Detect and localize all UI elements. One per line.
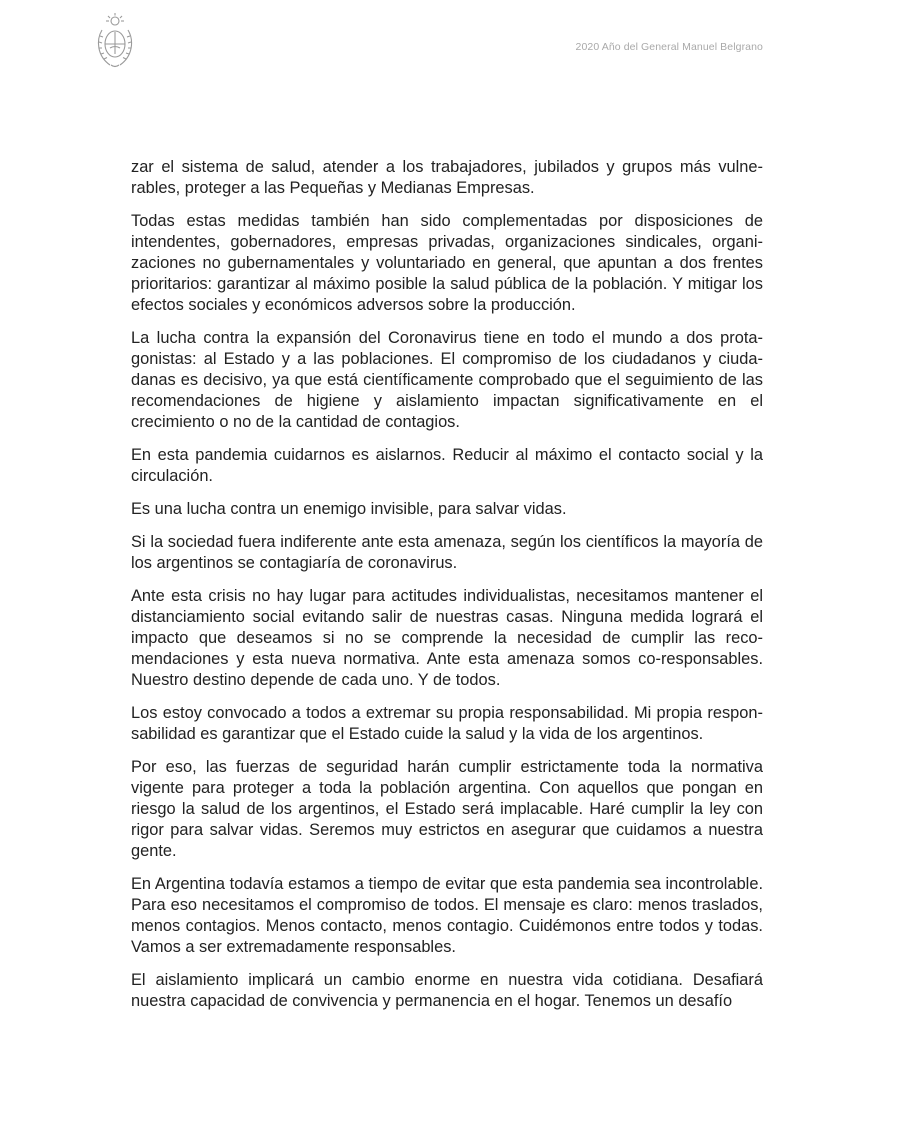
paragraph: La lucha contra la expansión del Coronavirus tiene en todo el mundo a dos protagonistas: al Estado y a las poblaciones. El compromiso de los ciudadanos y ciudadanas es decisivo, ya que está científicamente comprobado que el seguimiento de las recomendaciones de higiene y aislamiento impactan significativamente en el crecimiento o no de la cantidad de contagios. (131, 329, 763, 431)
paragraph: Ante esta crisis no hay lugar para actitudes individualistas, necesitamos mantener el distanciamiento social evitando salir de nuestras casas. Ninguna medida logrará el impacto que deseamos si no se comprende la necesidad de cumplir las recomendaciones y esta nueva normativa. Ante esta amenaza somos co-responsables. Nuestro destino depende de cada uno. Y de todos. (131, 587, 763, 689)
paragraph: En esta pandemia cuidarnos es aislarnos. Reducir al máximo el contacto social y la circulación. (131, 446, 763, 485)
paragraph: Todas estas medidas también han sido complementadas por disposiciones de intendentes, gobernadores, empresas privadas, organizaciones sindicales, organizaciones no gubernamentales y voluntariado en general, que apuntan a dos frentes prioritarios: garantizar al máximo posible la salud pública de la población. Y mitigar los efectos sociales y económicos adversos sobre la producción. (131, 212, 763, 314)
paragraph: En Argentina todavía estamos a tiempo de evitar que esta pandemia sea incontrolable. Para eso necesitamos el compromiso de todos. El mensaje es claro: menos traslados, menos contagios. Menos contacto, menos contagio. Cuidémonos entre todos y todas. Vamos a ser extremadamente responsables. (131, 875, 763, 956)
paragraph: Es una lucha contra un enemigo invisible, para salvar vidas. (131, 500, 567, 518)
paragraph: El aislamiento implicará un cambio enorme en nuestra vida cotidiana. Desafiará nuestra capacidad de convivencia y permanencia en el hogar. Tenemos un desafío (131, 971, 763, 1010)
document-body (131, 157, 763, 1024)
paragraph: Por eso, las fuerzas de seguridad harán cumplir estrictamente toda la normativa vigente para proteger a toda la población argentina. Con aquellos que pongan en riesgo la salud de los argentinos, el Estado será implacable. Haré cumplir la ley con rigor para salvar vidas. Seremos muy estrictos en asegurar que cuidamos a nuestra gente. (131, 758, 763, 860)
coat-of-arms-icon (93, 12, 137, 70)
paragraph: Los estoy convocado a todos a extremar su propia responsabilidad. Mi propia responsabilidad es garantizar que el Estado cuide la salud y la vida de los argentinos. (131, 704, 763, 743)
paragraph: zar el sistema de salud, atender a los trabajadores, jubilados y grupos más vulnerables, proteger a las Pequeñas y Medianas Empresas. (131, 158, 763, 197)
header-year-label: 2020 Año del General Manuel Belgrano (575, 41, 763, 53)
paragraph: Si la sociedad fuera indiferente ante esta amenaza, según los científicos la mayoría de los argentinos se contagiaría de coronavirus. (131, 533, 763, 572)
